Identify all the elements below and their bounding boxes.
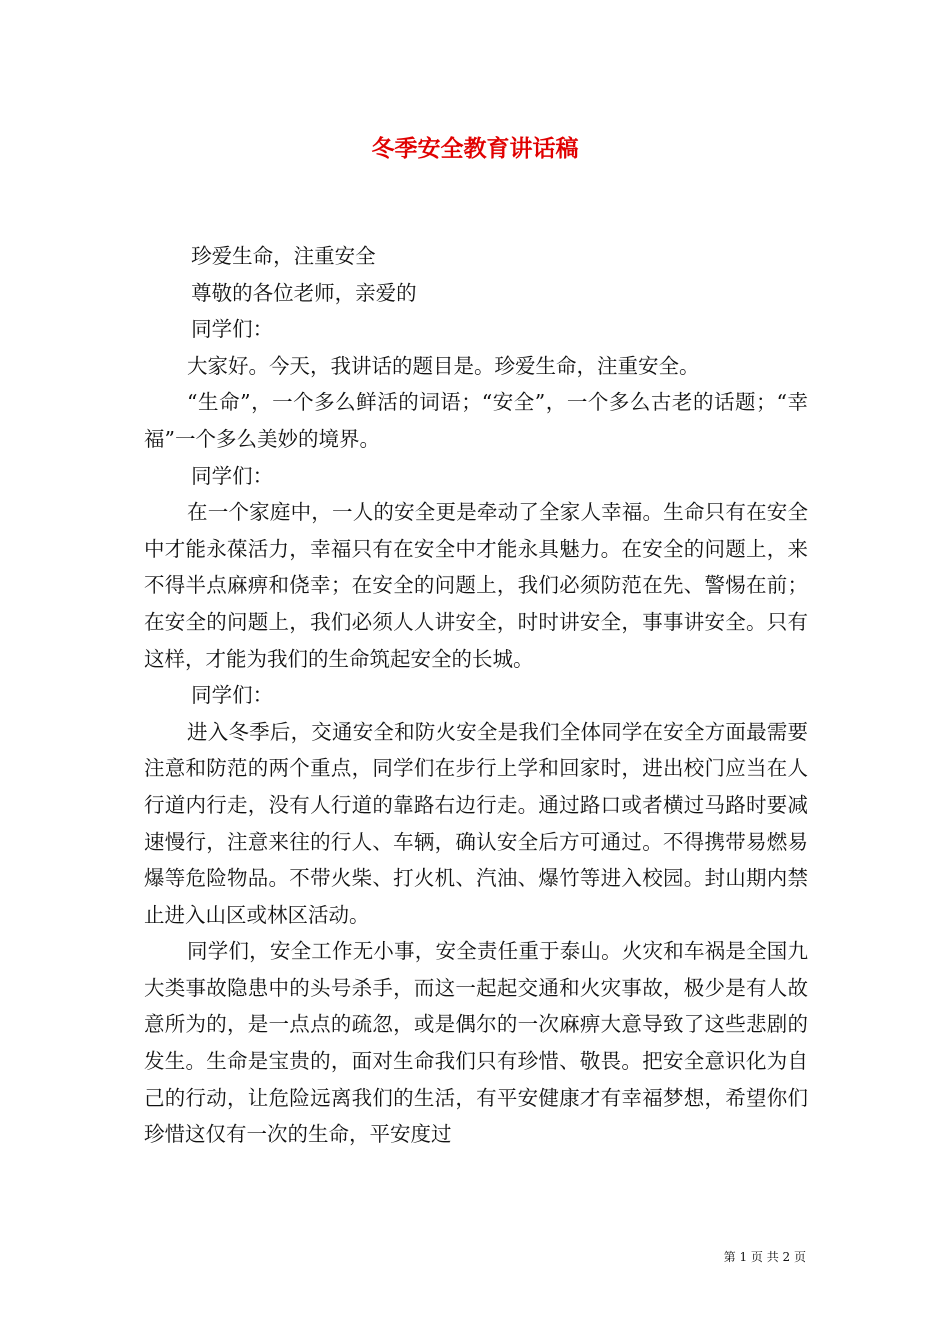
paragraph: 同学们，安全工作无小事，安全责任重于泰山。火灾和车祸是全国九大类事故隐患中的头号杀手，而这一起起交通和火灾事故，极少是有人故意所为的，是一点点的疏忽，或是偶尔的一次麻痹大意导致了这些悲剧的发生。生命是宝贵的，面对生命我们只有珍惜、敬畏。把安全意识化为自己的行动，让危险远离我们的生活，有平安健康才有幸福梦想，希望你们珍惜这仅有一次的生命，平安度过: [144, 939, 808, 1147]
paragraph-address: 同学们：: [191, 683, 274, 708]
document-body: [144, 238, 808, 1153]
paragraph-subtitle: 珍爱生命，注重安全: [191, 244, 376, 268]
paragraph-address: 同学们：: [191, 317, 274, 342]
paragraph: 在一个家庭中，一人的安全更是牵动了全家人幸福。生命只有在安全中才能永葆活力，幸福只有在安全中才能永具魅力。在安全的问题上，来不得半点麻痹和侥幸；在安全的问题上，我们必须防范在先、警惕在前；在安全的问题上，我们必须人人讲安全，时时讲安全，事事讲安全。只有这样，才能为我们的生命筑起安全的长城。: [144, 500, 808, 671]
paragraph: “生命”，一个多么鲜活的词语；“安全”，一个多么古老的话题；“幸福”一个多么美妙的境界。: [144, 390, 808, 451]
paragraph-salutation: 尊敬的各位老师，亲爱的: [191, 280, 417, 305]
paragraph: 大家好。今天，我讲话的题目是。珍爱生命，注重安全。: [187, 353, 700, 378]
document-title: 冬季安全教育讲话稿: [371, 135, 579, 162]
paragraph: 进入冬季后，交通安全和防火安全是我们全体同学在安全方面最需要注意和防范的两个重点，同学们在步行上学和回家时，进出校门应当在人行道内行走，没有人行道的靠路右边行走。通过路口或者横过马路时要减速慢行，注意来往的行人、车辆，确认安全后方可通过。不得携带易燃易爆等危险物品。不带火柴、打火机、汽油、爆竹等进入校园。封山期内禁止进入山区或林区活动。: [144, 719, 808, 927]
paragraph-address: 同学们：: [191, 463, 274, 488]
page-number-footer: 第 1 页 共 2 页: [723, 1250, 806, 1264]
